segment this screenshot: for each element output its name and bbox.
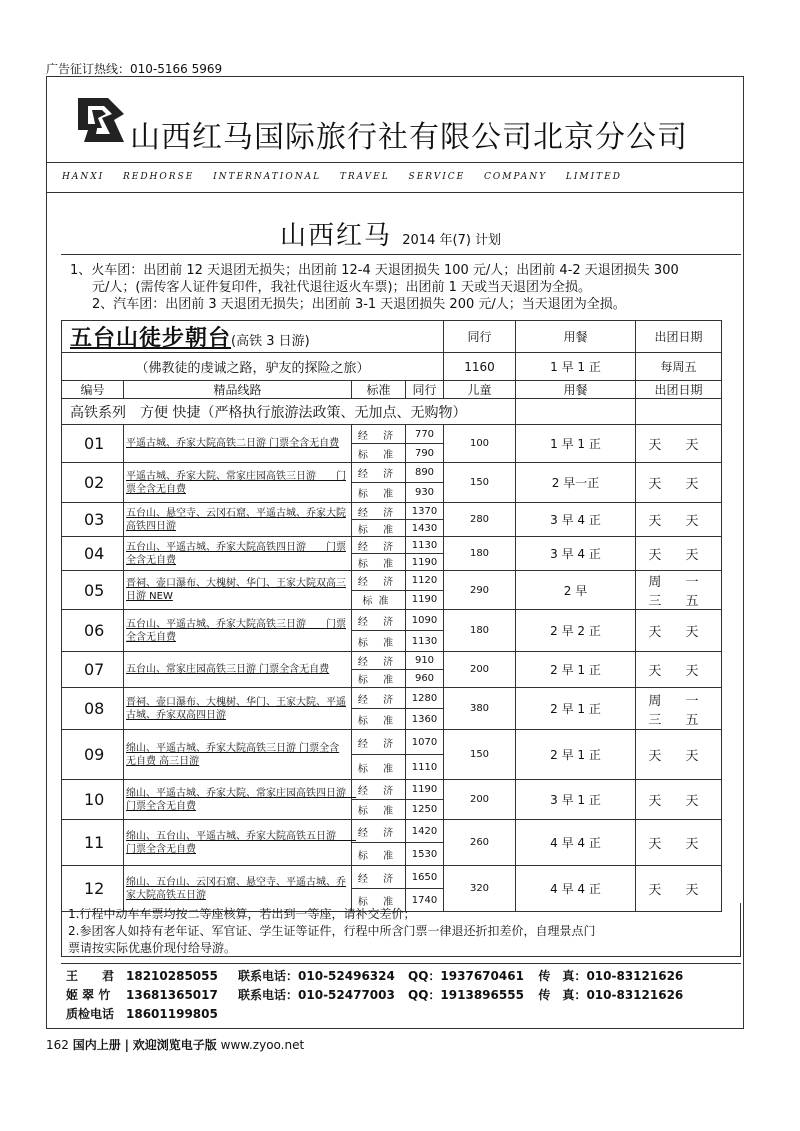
quality-row [66,1005,683,1024]
feature-tagline: （佛教徒的虔诚之路，驴友的探险之旅） [62,353,444,381]
english-word: HANXI [62,172,105,182]
contact-tel-label: 联系电话： [238,969,299,983]
std-price: 1110 [406,755,444,780]
route-row [62,610,722,631]
route-name: 五台山、平遥古城、乔家大院高铁三日游 门票全含无自费 [124,610,352,652]
std-label: 标 准 [352,800,406,820]
col-meal: 用餐 [516,381,636,399]
child-price: 380 [444,688,516,730]
std-price: 1250 [406,800,444,820]
econ-label: 经 济 [352,652,406,670]
departure-date: 天 天 [636,730,722,780]
col-route: 精品线路 [124,381,352,399]
english-word: INTERNATIONAL [213,172,322,182]
note-line: 元/人；(需传客人证件复印件，我社代退往返火车票)；出团前 1 天或当天退团为全损。 [92,280,592,295]
child-price: 100 [444,425,516,463]
meal: 2 早 1 正 [516,652,636,688]
econ-label: 经 济 [352,688,406,709]
contact-qq: 1937670461 [440,969,524,983]
route-rows [62,425,722,912]
route-id: 04 [62,537,124,571]
section-name: 国内上册 [72,1038,121,1052]
feature-header-row [62,321,722,353]
route-row [62,537,722,554]
route-name: 晋祠、壶口瀑布、大槐树、华门、王家大院双高三日游 NEW [124,571,352,610]
std-label: 标 准 [352,889,406,912]
page-footer [46,1036,304,1053]
contact-qq-label: QQ： [408,969,441,983]
route-name: 五台山、常家庄园高铁三日游 门票全含无自费 [124,652,352,688]
feature-date: 每周五 [636,353,722,381]
econ-label: 经 济 [352,730,406,755]
divider [46,192,744,193]
col-id: 编号 [62,381,124,399]
econ-price: 1280 [406,688,444,709]
econ-label: 经 济 [352,610,406,631]
meal: 4 早 4 正 [516,820,636,866]
child-price: 180 [444,537,516,571]
route-id: 06 [62,610,124,652]
departure-date: 天 天 [636,503,722,537]
econ-label: 经 济 [352,571,406,591]
std-label: 标 准 [352,631,406,652]
contact-tel: 010-52496324 [298,969,395,983]
econ-price: 1420 [406,820,444,843]
meal: 3 早 4 正 [516,503,636,537]
col-peer: 同行 [406,381,444,399]
departure-date: 天 天 [636,866,722,912]
route-row [62,463,722,483]
route-name: 五台山、平遥古城、乔家大院高铁四日游 门票全含无自费 [124,537,352,571]
child-price: 150 [444,730,516,780]
route-name: 晋祠、壶口瀑布、大槐树、华门、王家大院、平遥古城、乔家双高四日游 [124,688,352,730]
route-id: 01 [62,425,124,463]
meal: 1 早 1 正 [516,425,636,463]
redhorse-logo-icon [74,94,128,146]
contact-row [66,967,683,986]
footer-promo: 欢迎浏览电子版 [132,1038,217,1052]
std-price: 1190 [406,590,444,610]
series-row [62,399,722,425]
footnote-line: 1.行程中动车车票均按二等座核算，若出到一等座，请补交差价； [68,907,416,921]
econ-price: 1070 [406,730,444,755]
econ-label: 经 济 [352,780,406,800]
footer-url[interactable]: www.zyoo.net [220,1038,305,1052]
empty-cell [636,399,722,425]
contact-row [66,986,683,1005]
std-price: 1130 [406,631,444,652]
feature-value-row [62,353,722,381]
english-word: TRAVEL [339,172,390,182]
feature-title-cell [62,321,444,353]
std-label: 标 准 [352,843,406,866]
english-word: LIMITED [565,172,622,182]
route-row [62,652,722,670]
departure-date: 天 天 [636,652,722,688]
econ-price: 1650 [406,866,444,889]
std-price: 1360 [406,709,444,730]
econ-label: 经 济 [352,463,406,483]
route-name: 绵山、五台山、平遥古城、乔家大院高铁五日游 门票全含无自费 [124,820,352,866]
departure-date: 天 天 [636,537,722,571]
std-label: 标 准 [352,444,406,463]
feature-meal: 1 早 1 正 [516,353,636,381]
econ-price: 890 [406,463,444,483]
meal: 2 早 2 正 [516,610,636,652]
econ-price: 1120 [406,571,444,591]
child-price: 320 [444,866,516,912]
quality-phone: 18601199805 [126,1007,218,1021]
cancellation-notes [70,262,738,313]
std-label: 标 准 [352,755,406,780]
std-label: 标 准 [352,709,406,730]
english-word: REDHORSE [122,172,195,182]
route-id: 05 [62,571,124,610]
meal: 2 早 [516,571,636,610]
std-label: 标 准 [352,483,406,503]
plan-brand: 山西红马 [280,221,393,251]
econ-price: 1090 [406,610,444,631]
contacts [66,967,683,1024]
footnote-line: 票请按实际优惠价现付给导游。 [68,941,237,955]
company-name: 山西红马国际旅行社有限公司北京分公司 [130,120,688,155]
route-id: 09 [62,730,124,780]
route-row [62,780,722,800]
feature-date-header: 出团日期 [636,321,722,353]
meal: 2 早 1 正 [516,730,636,780]
contact-fax-label: 传 真： [538,969,587,983]
ad-hotline: 广告征订热线：010-5166 5969 [46,62,223,76]
departure-date: 天 天 [636,610,722,652]
meal: 4 早 4 正 [516,866,636,912]
route-table [61,320,722,912]
contact-qq: 1913896555 [440,988,524,1002]
empty-cell [516,399,636,425]
route-row [62,730,722,755]
contact-mobile: 18210285055 [126,969,218,983]
english-word: SERVICE [408,172,466,182]
feature-peer-header: 同行 [444,321,516,353]
contact-fax: 010-83121626 [586,969,684,983]
econ-label: 经 济 [352,503,406,520]
route-row [62,866,722,889]
meal: 3 早 4 正 [516,537,636,571]
feature-meal-header: 用餐 [516,321,636,353]
route-id: 08 [62,688,124,730]
route-id: 11 [62,820,124,866]
departure-date: 天 天 [636,820,722,866]
route-row [62,688,722,709]
econ-price: 1370 [406,503,444,520]
col-std: 标准 [352,381,406,399]
contact-tel: 010-52477003 [298,988,395,1002]
route-name: 平遥古城、乔家大院、常家庄园高铁三日游 门票全含无自费 [124,463,352,503]
route-row [62,425,722,444]
contact-mobile: 13681365017 [126,988,218,1002]
std-label: 标 准 [352,670,406,688]
std-price: 1190 [406,554,444,571]
meal: 3 早 1 正 [516,780,636,820]
note-line: 1、火车团：出团前 12 天退团无损失；出团前 12-4 天退团损失 100 元/人；出团前 4-2 天退团损失 300 [70,263,679,278]
econ-price: 1190 [406,780,444,800]
col-child: 儿童 [444,381,516,399]
route-name: 绵山、五台山、云冈石窟、悬空寺、平遥古城、乔家大院高铁五日游 [124,866,352,912]
feature-suffix: (高铁 3 日游) [231,334,310,349]
route-id: 10 [62,780,124,820]
child-price: 280 [444,503,516,537]
meal: 2 早 1 正 [516,688,636,730]
route-id: 02 [62,463,124,503]
econ-label: 经 济 [352,866,406,889]
column-header-row [62,381,722,399]
econ-label: 经 济 [352,820,406,843]
std-price: 1430 [406,520,444,537]
contact-name: 姬 翠 竹 [66,988,111,1002]
child-price: 200 [444,780,516,820]
departure-date: 周 一 三 五 [636,571,722,610]
std-label: 标准 [352,590,406,610]
route-row [62,503,722,520]
econ-label: 经 济 [352,537,406,554]
departure-date: 周 一 三 五 [636,688,722,730]
meal: 2 早一正 [516,463,636,503]
contact-fax: 010-83121626 [586,988,684,1002]
plan-title [280,215,501,252]
departure-date: 天 天 [636,425,722,463]
contact-qq-label: QQ： [408,988,441,1002]
english-name [62,172,622,182]
route-id: 07 [62,652,124,688]
route-id: 12 [62,866,124,912]
route-name: 绵山、平遥古城、乔家大院、常家庄园高铁四日游 门票全含无自费 [124,780,352,820]
econ-price: 770 [406,425,444,444]
child-price: 200 [444,652,516,688]
series-title: 高铁系列 方便 快捷（严格执行旅游法政策、无加点、无购物） [62,399,516,425]
contact-tel-label: 联系电话： [238,988,299,1002]
child-price: 260 [444,820,516,866]
divider [61,254,741,255]
footer-divider: | [124,1038,129,1052]
feature-peer: 1160 [444,353,516,381]
page-number: 162 [46,1038,69,1052]
route-row [62,820,722,843]
route-name: 五台山、悬空寺、云冈石窟、平遥古城、乔家大院高铁四日游 [124,503,352,537]
std-price: 960 [406,670,444,688]
std-price: 790 [406,444,444,463]
plan-year: 2014 年(7) 计划 [402,233,502,248]
child-price: 180 [444,610,516,652]
col-date: 出团日期 [636,381,722,399]
contact-name: 王 君 [66,969,115,983]
quality-label: 质检电话 [66,1007,115,1021]
econ-price: 910 [406,652,444,670]
footnotes [61,903,741,957]
std-label: 标 准 [352,554,406,571]
child-price: 290 [444,571,516,610]
departure-date: 天 天 [636,780,722,820]
std-label: 标 准 [352,520,406,537]
econ-label: 经 济 [352,425,406,444]
note-line: 2、汽车团：出团前 3 天退团无损失；出团前 3-1 天退团损失 200 元/人；当天退团为全损。 [92,297,626,312]
route-id: 03 [62,503,124,537]
route-row [62,571,722,591]
child-price: 150 [444,463,516,503]
divider [46,162,744,163]
std-price: 1740 [406,889,444,912]
english-word: COMPANY [484,172,548,182]
divider [61,963,741,964]
route-name: 平遥古城、乔家大院高铁二日游 门票全含无自费 [124,425,352,463]
footnote-line: 2.参团客人如持有老年证、军官证、学生证等证件，行程中所含门票一律退还折扣差价，自理景点门 [68,924,596,938]
departure-date: 天 天 [636,463,722,503]
feature-title: 五台山徒步朝台 [70,326,232,351]
route-name: 绵山、平遥古城、乔家大院高铁三日游 门票全含无自费 高三日游 [124,730,352,780]
contact-fax-label: 传 真： [538,988,587,1002]
std-price: 930 [406,483,444,503]
econ-price: 1130 [406,537,444,554]
std-price: 1530 [406,843,444,866]
